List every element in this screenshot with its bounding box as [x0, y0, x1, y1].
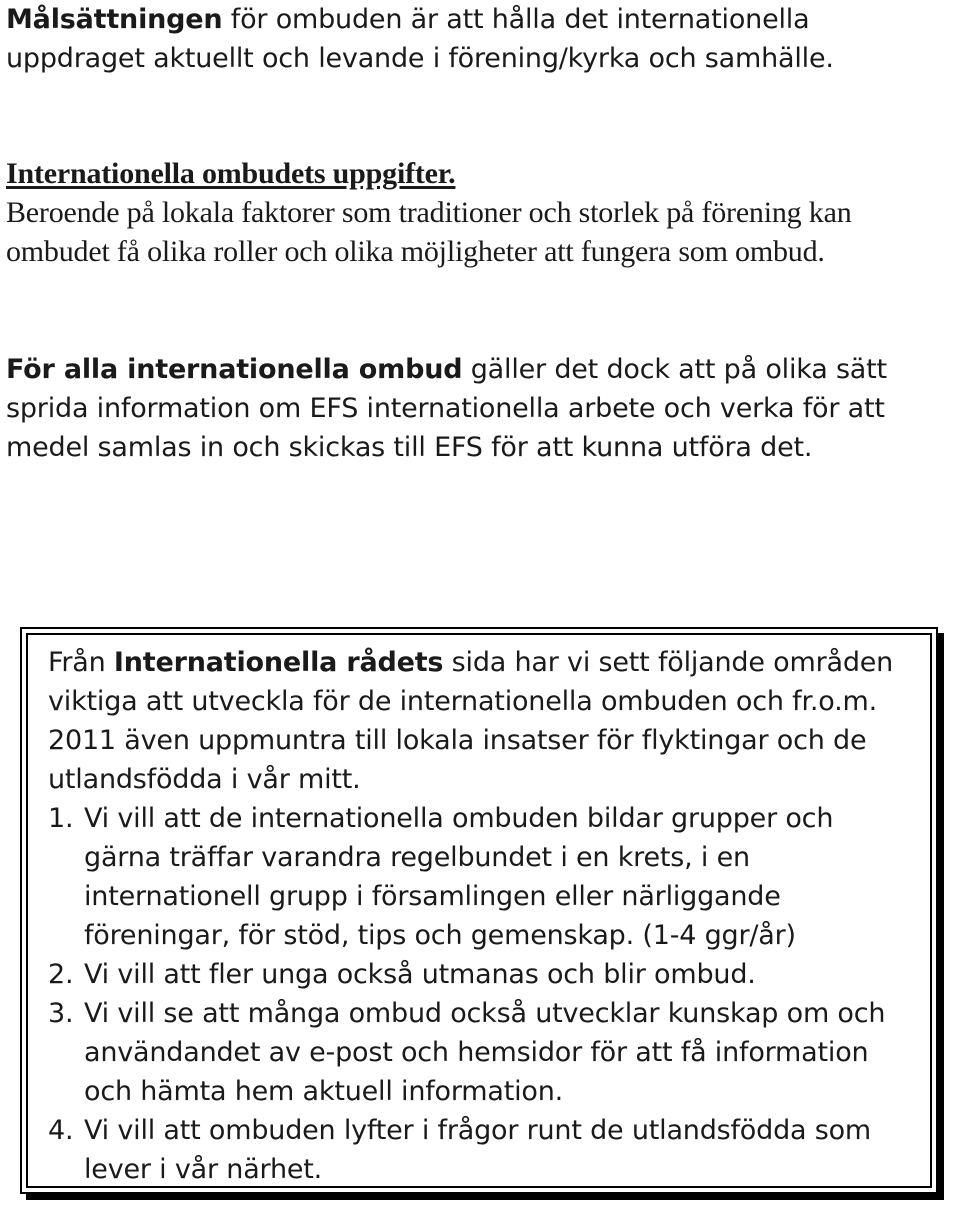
all-ombud-text: gäller det dock att på olika sätt sprida information om EFS internationella arbete och verka för att medel samlas in och skickas till EFS för att kunna utföra det.: [6, 354, 887, 463]
list-item-text: Vi vill se att många ombud också utvecklar kunskap om och användandet av e-post och hemsidor för att få information och hämta hem aktuell information.: [84, 998, 886, 1107]
list-item-text: Vi vill att de internationella ombuden bildar grupper och gärna träffar varandra regelbundet i en krets, i en internationell grupp i församlingen eller närliggande föreningar, för stöd, tips och gemenskap. (1-4 ggr/år): [84, 803, 834, 951]
list-item: [48, 955, 918, 994]
tasks-paragraph: Beroende på lokala faktorer som traditioner och storlek på förening kan ombudet få olika roller och olika möjligheter att fungera som ombud.: [6, 196, 852, 268]
list-item-number: 3.: [48, 998, 74, 1029]
tasks-heading: Internationella ombudets uppgifter.: [6, 157, 456, 190]
list-item-number: 1.: [48, 803, 74, 834]
council-box: [20, 627, 938, 1194]
box-shadow-right: [938, 633, 944, 1200]
goal-text: för ombuden är att hålla det internationella uppdraget aktuellt och levande i förening/kyrka och samhälle.: [6, 4, 834, 74]
list-item-number: 4.: [48, 1115, 74, 1146]
council-goals-list: [48, 799, 918, 1189]
goal-bold-lead: Målsättningen: [6, 4, 223, 35]
all-ombud-bold-lead: För alla internationella ombud: [6, 354, 463, 385]
list-item: [48, 1111, 918, 1189]
box-shadow-bottom: [26, 1194, 944, 1200]
goal-paragraph: [6, 0, 946, 78]
council-box-content: [48, 643, 918, 1189]
list-item-text: Vi vill att ombuden lyfter i frågor runt de utlandsfödda som lever i vår närhet.: [84, 1115, 872, 1185]
council-intro: [48, 643, 918, 799]
all-ombud-paragraph: [6, 350, 946, 467]
council-intro-bold: Internationella rådets: [113, 647, 444, 678]
list-item-text: Vi vill att fler unga också utmanas och blir ombud.: [84, 959, 756, 990]
list-item: [48, 994, 918, 1111]
list-item-number: 2.: [48, 959, 74, 990]
council-intro-rest: sida har vi sett följande områden viktiga att utveckla för de internationella ombuden och fr.o.m. 2011 även uppmuntra till lokala insatser för flyktingar och de utlandsfödda i vår mitt.: [48, 647, 894, 795]
list-item: [48, 799, 918, 955]
council-box-inner-border: [26, 633, 932, 1188]
council-intro-pre: Från: [48, 647, 114, 678]
